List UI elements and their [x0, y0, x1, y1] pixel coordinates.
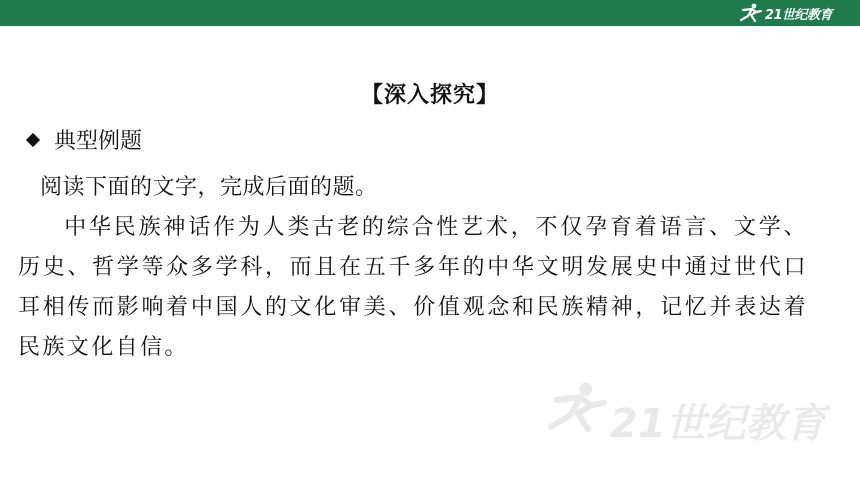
watermark-text: 21世纪教育 — [610, 401, 826, 447]
watermark — [540, 378, 826, 447]
passage-paragraph: 中华民族神话作为人类古老的综合性艺术，不仅孕育着语言、文学、历史、哲学等众多学科，而且在五千多年的中华文明发展史中通过世代口耳相传而影响着中国人的文化审美、价值观念和民族精神，记忆并表达着民族文化自信。 — [18, 215, 808, 360]
section-heading: 【深入探究】 — [360, 83, 499, 108]
logo-text: 21世纪教育 — [764, 7, 832, 23]
top-bar — [0, 0, 860, 26]
subheading — [26, 124, 142, 155]
subheading-text: 典型例题 — [54, 129, 143, 154]
instruction-text: 阅读下面的文字，完成后面的题。 — [40, 175, 378, 200]
diamond-icon — [26, 132, 40, 146]
runner-icon — [737, 3, 763, 23]
brand-logo — [737, 2, 832, 24]
runner-icon — [540, 378, 610, 438]
